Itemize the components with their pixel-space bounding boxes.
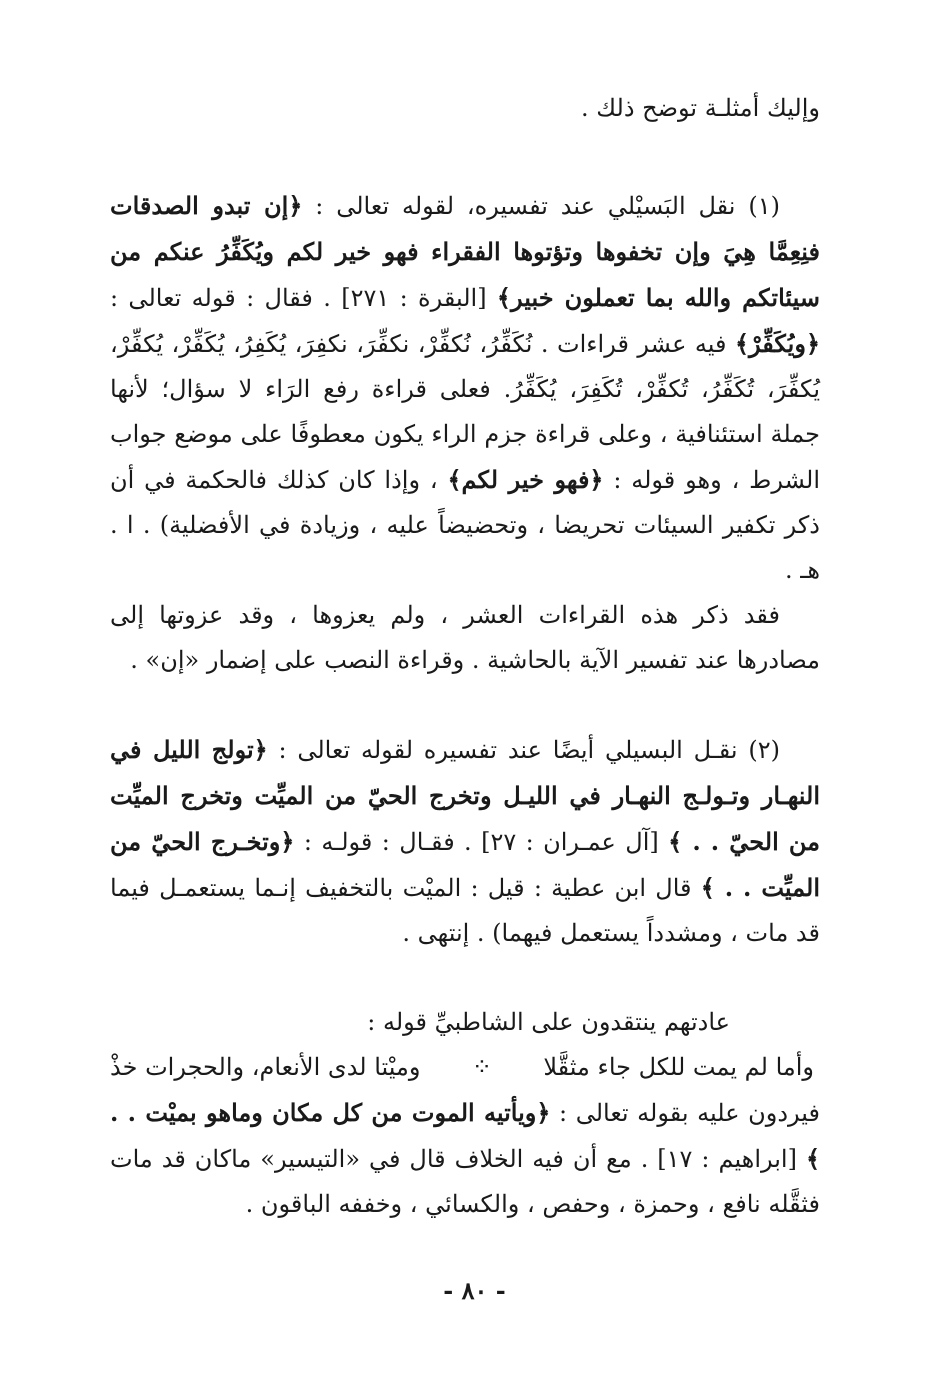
document-page	[110, 86, 820, 1336]
example-3-intro: عادتهم ينتقدون على الشاطبيِّ قوله :	[367, 1008, 730, 1036]
example-3-verse: ﴿ويأتيه الموت من كل مكان وماهو بميْت . . ﴾	[110, 1098, 820, 1173]
poem-verse	[110, 1045, 820, 1090]
example-2-quote: ﴿وتخـرج الحيّ من الميِّت . . ﴾	[110, 827, 821, 902]
example-1-verse: ﴿إن تبدو الصدقات فنِعِمَّا هِيَ وإن تخفوها وتؤتوها الفقراء فهو خير لكم ويُكَفِّرُ عنكم من سيئاتكم والله بما تعملون خبير﴾	[110, 191, 820, 312]
example-3-lead: فيردون عليه بقوله تعالى :	[550, 1099, 820, 1127]
example-1	[110, 183, 820, 683]
poem-hemistich-right: وأما لم يمت للكل جاء مثقَّلا	[543, 1053, 814, 1081]
example-1-end: ، وإذا كان كذلك فالحكمة في أن ذكر تكفير السيئات تحريضا ، وتحضيضاً عليه ، وزيادة في الأفضلية) . ا . هـ .	[110, 466, 820, 584]
example-2-number: (٢)	[748, 736, 780, 764]
example-2-text	[110, 727, 820, 956]
example-3	[110, 1000, 820, 1227]
example-1-quote: ﴿فهو خير لكم﴾	[447, 465, 604, 494]
example-3-body: [ابراهيم : ١٧] . مع أن فيه الخلاف قال في «التيسير» ماكان قد مات فثقَّله نافع ، وحمزة ، وحفص ، والكسائي ، وخففه الباقون .	[110, 1145, 820, 1218]
example-1-word: ﴿ويُكَفِّرْ﴾	[734, 329, 820, 358]
example-1-body: فيه عشر قراءات . نُكَفِّرُ، نُكفِّرْ، نكفِّرَ، نكفِرَ، يُكَفِرُ، يُكَفِّرْ، يُكفِّرْ، يُكفِّرَ، تُكَفِّرُ، تُكفِّرْ، تُكَفِرَ، يُكَفِّرُ. فعلى قراءة رفع الرَاء لا سؤال؛ لأنها جملة استئنافية ، وعلى قراءة جزم الراء يكون معطوفًا على موضع جواب الشرط ، وهو قوله :	[110, 330, 821, 494]
intro-line: وإليك أمثلـة توضح ذلك .	[581, 94, 820, 122]
example-2-body: قال ابن عطية : قيل : الميْت بالتخفيف إنـما يستعمـل فيما قد مات ، ومشدداً يستعمل فيهما) . إنتهى .	[110, 874, 820, 947]
example-1-ref: [البقرة : ٢٧١] . فقال : قوله تعالى :	[110, 284, 497, 312]
example-1-lead: نقل البَسيْلي عند تفسيره، لقوله تعالى :	[302, 192, 736, 220]
poem-separator: ⁘	[471, 1053, 492, 1081]
example-1-comment: فقد ذكر هذه القراءات العشر ، ولم يعزوها ، وقد عزوتها إلى مصادرها عند تفسير الآية بالحاشية . وقراءة النصب على إضمار «إن» .	[110, 601, 820, 674]
example-2-ref: [آل عمـران : ٢٧] . فقـال : قولـه :	[294, 828, 669, 856]
example-1-number: (١)	[748, 192, 780, 220]
example-1-text	[110, 183, 820, 593]
example-2-verse: ﴿تولج الليل في النهـار وتـولـج النهـار في الليـل وتخرج الحيّ من الميِّت وتخرج الميِّت من الحيّ . . ﴾	[110, 735, 820, 856]
poem-hemistich-left: وميْتا لدى الأنعام، والحجرات خذْ	[110, 1053, 421, 1081]
page-number: - ٨٠ -	[443, 1276, 506, 1305]
example-2	[110, 727, 820, 956]
example-2-lead: نقـل البسيلي أيضًا عند تفسيره لقوله تعالى :	[267, 736, 738, 764]
example-3-text	[110, 1090, 820, 1227]
